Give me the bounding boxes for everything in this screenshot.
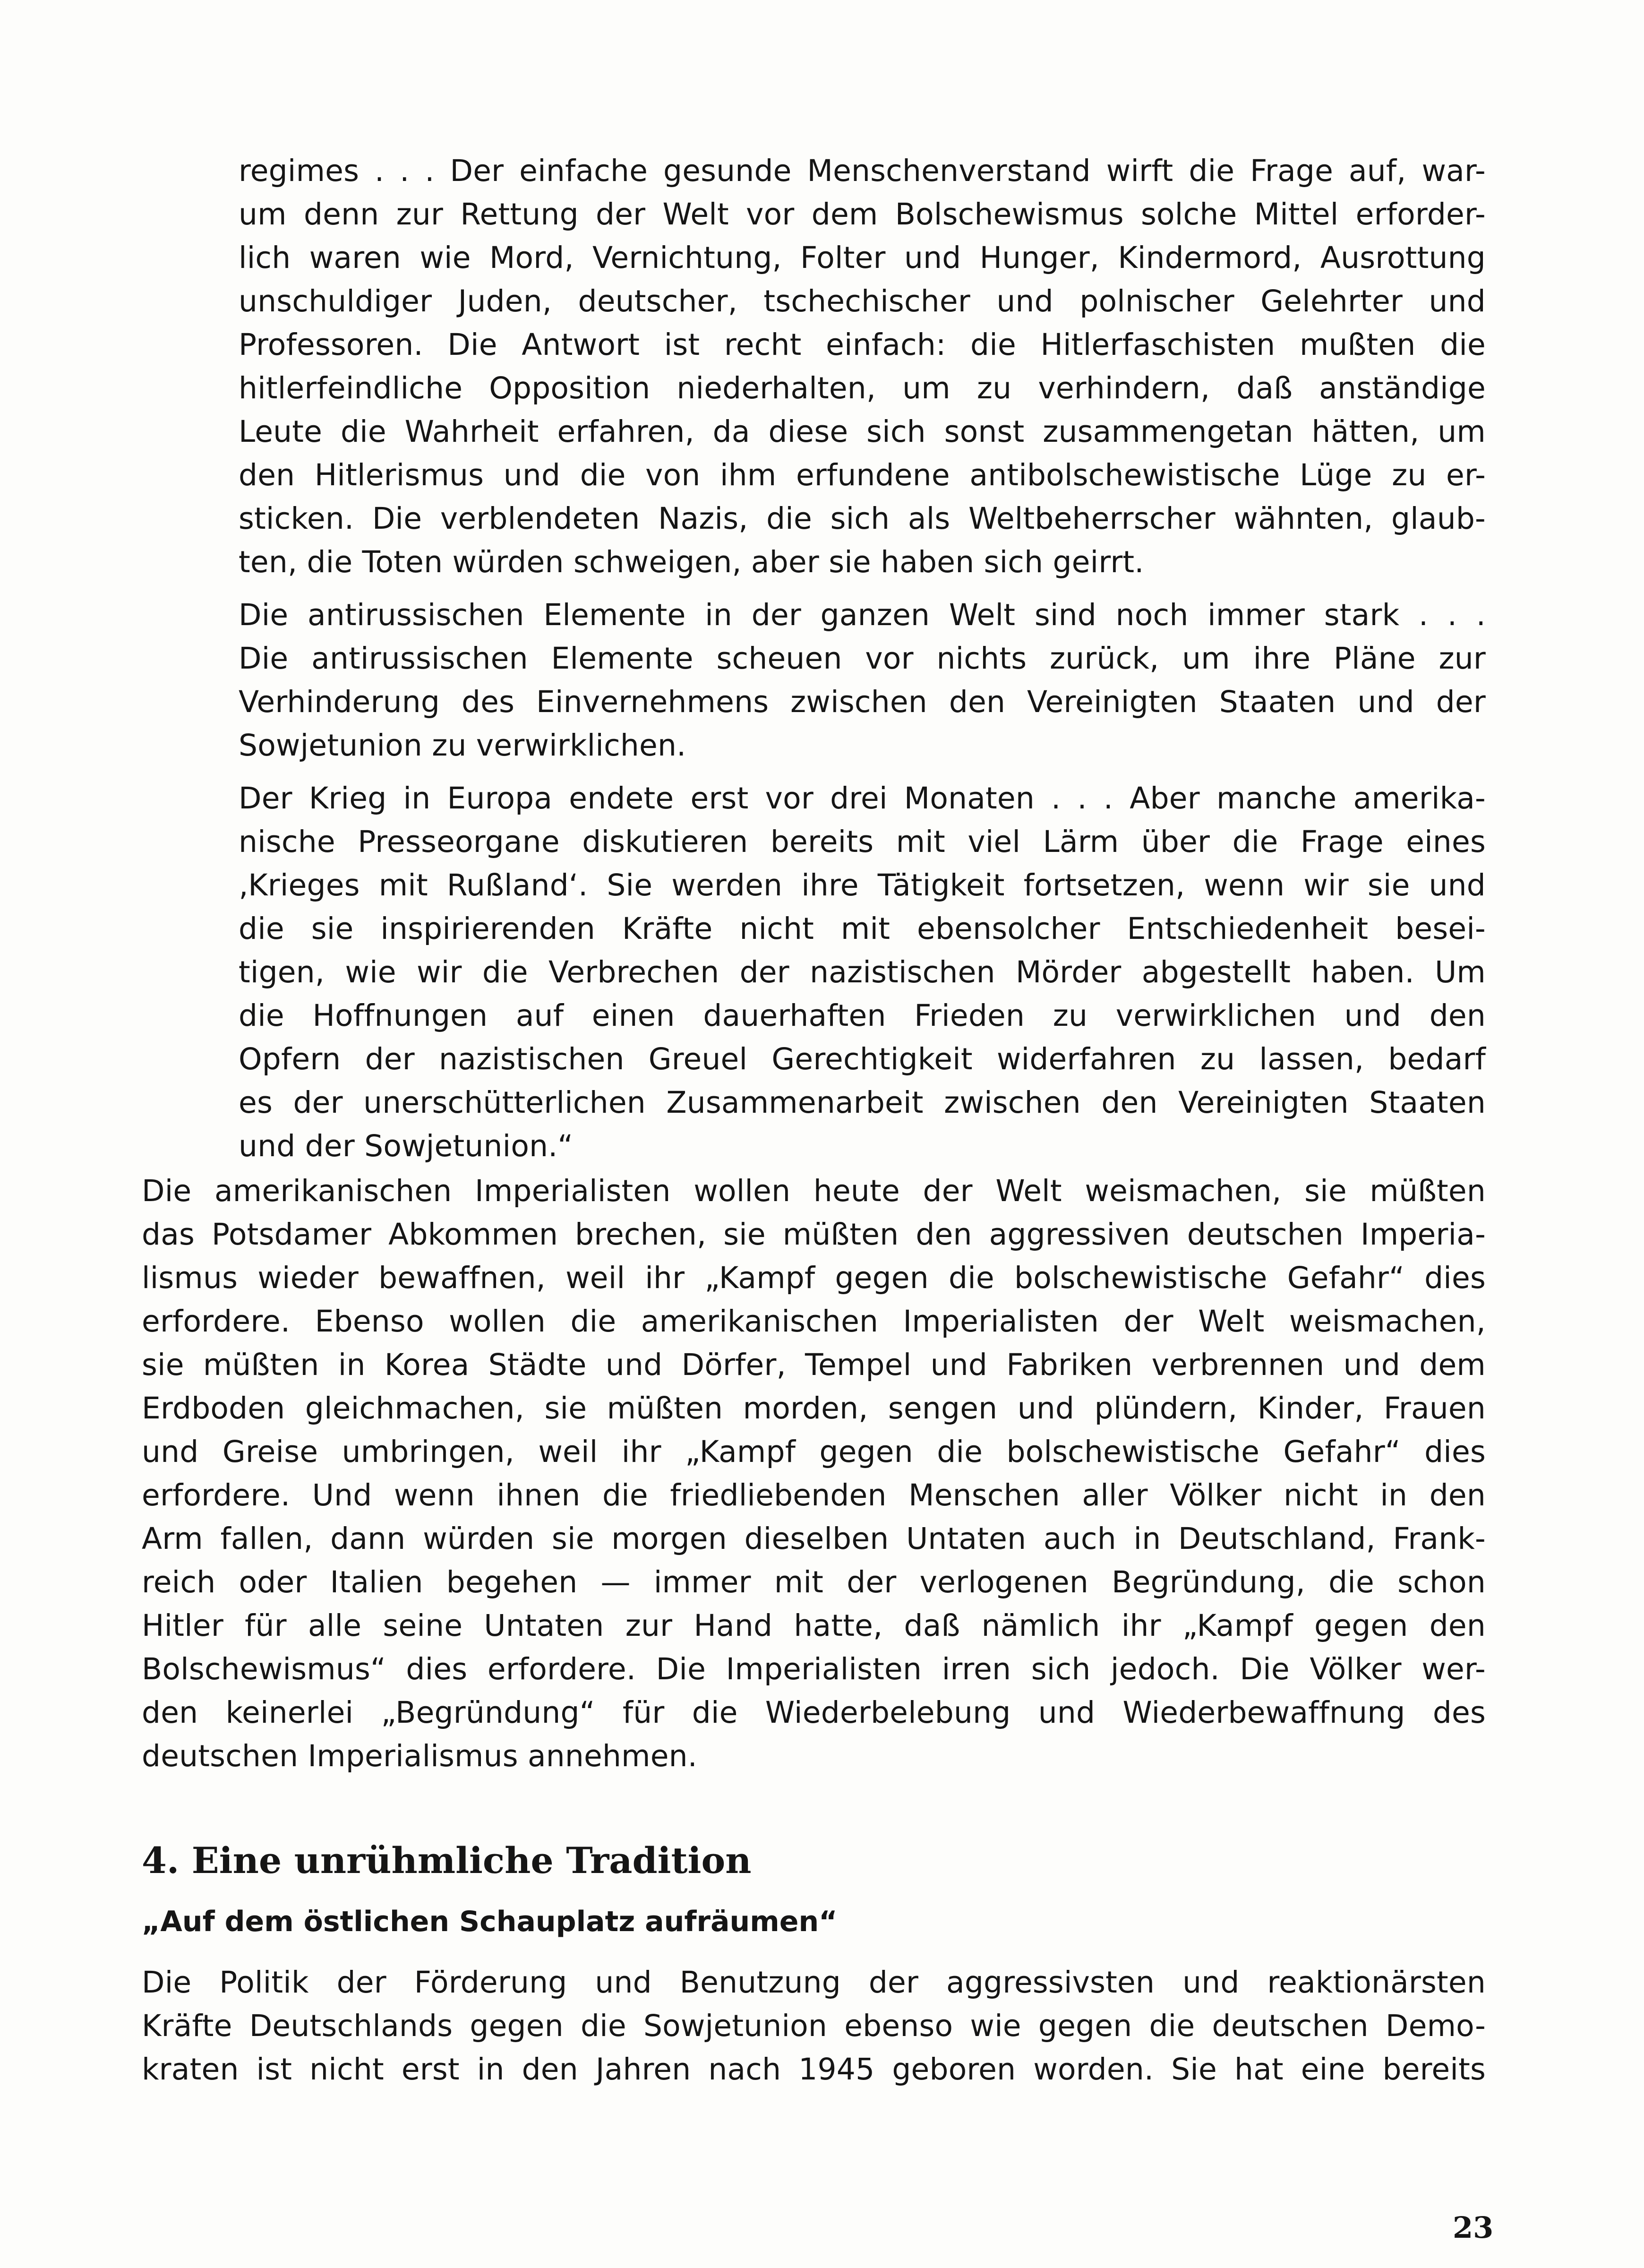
text-line: Sowjetunion zu verwirklichen.	[239, 728, 686, 763]
text-line: Bolschewismus“ dies erfordere. Die Imperialisten irren sich jedoch. Die Völker wer-	[142, 1652, 1486, 1686]
text-line: und Greise umbringen, weil ihr „Kampf gegen die bolschewistische Gefahr“ dies	[142, 1435, 1486, 1469]
text-line: nische Presseorgane diskutieren bereits mit viel Lärm über die Frage eines	[239, 825, 1486, 859]
text-line: die sie inspirierenden Kräfte nicht mit ebensolcher Entschiedenheit besei-	[239, 911, 1486, 946]
quote-paragraph-1	[239, 149, 1486, 584]
text-line: Der Krieg in Europa endete erst vor drei Monaten . . . Aber manche amerika-	[239, 781, 1486, 816]
quoted-passage	[239, 149, 1486, 1168]
text-line: erfordere. Und wenn ihnen die friedliebenden Menschen aller Völker nicht in den	[142, 1478, 1486, 1512]
text-line: Verhinderung des Einvernehmens zwischen den Vereinigten Staaten und der	[239, 685, 1486, 719]
text-line: und der Sowjetunion.“	[239, 1129, 574, 1163]
text-line: deutschen Imperialismus annehmen.	[142, 1739, 698, 1773]
text-line: Die antirussischen Elemente scheuen vor nichts zurück, um ihre Pläne zur	[239, 641, 1486, 676]
text-line: unschuldiger Juden, deutscher, tschechischer und polnischer Gelehrter und	[239, 284, 1486, 318]
text-line: Die Politik der Förderung und Benutzung der aggressivsten und reaktionärsten	[142, 1965, 1486, 2000]
text-line: ‚Krieges mit Rußland‘. Sie werden ihre Tätigkeit fortsetzen, wenn wir sie und	[239, 868, 1486, 902]
text-line: Erdboden gleichmachen, sie müßten morden, sengen und plündern, Kinder, Frauen	[142, 1391, 1486, 1426]
text-line: sie müßten in Korea Städte und Dörfer, Tempel und Fabriken verbrennen und dem	[142, 1348, 1486, 1382]
text-line: lismus wieder bewaffnen, weil ihr „Kampf gegen die bolschewistische Gefahr“ dies	[142, 1261, 1486, 1295]
final-paragraph	[142, 1961, 1486, 2091]
section-subheading: „Auf dem östlichen Schauplatz aufräumen“	[142, 1905, 838, 1938]
body-paragraph	[142, 1169, 1486, 1778]
text-line: Kräfte Deutschlands gegen die Sowjetunion ebenso wie gegen die deutschen Demo-	[142, 2009, 1486, 2043]
text-line: tigen, wie wir die Verbrechen der nazistischen Mörder abgestellt haben. Um	[239, 955, 1486, 989]
text-line: ten, die Toten würden schweigen, aber sie haben sich geirrt.	[239, 545, 1144, 579]
text-line: Arm fallen, dann würden sie morgen dieselben Untaten auch in Deutschland, Frank-	[142, 1521, 1486, 1556]
text-line: den Hitlerismus und die von ihm erfundene antibolschewistische Lüge zu er-	[239, 458, 1486, 492]
section-heading: 4. Eine unrühmliche Tradition	[142, 1839, 752, 1881]
text-line: es der unerschütterlichen Zusammenarbeit zwischen den Vereinigten Staaten	[239, 1085, 1486, 1120]
text-line: sticken. Die verblendeten Nazis, die sich als Weltbeherrscher wähnten, glaub-	[239, 501, 1486, 536]
text-line: um denn zur Rettung der Welt vor dem Bolschewismus solche Mittel erforder-	[239, 197, 1486, 232]
text-line: das Potsdamer Abkommen brechen, sie müßten den aggressiven deutschen Imperia-	[142, 1217, 1486, 1252]
text-line: die Hoffnungen auf einen dauerhaften Frieden zu verwirklichen und den	[239, 998, 1486, 1033]
quote-paragraph-3	[239, 777, 1486, 1168]
text-line: Opfern der nazistischen Greuel Gerechtigkeit widerfahren zu lassen, bedarf	[239, 1042, 1486, 1076]
text-line: Hitler für alle seine Untaten zur Hand hatte, daß nämlich ihr „Kampf gegen den	[142, 1608, 1486, 1643]
text-line: Professoren. Die Antwort ist recht einfach: die Hitlerfaschisten mußten die	[239, 327, 1486, 362]
text-line: kraten ist nicht erst in den Jahren nach 1945 geboren worden. Sie hat eine bereits	[142, 2052, 1486, 2087]
text-line: hitlerfeindliche Opposition niederhalten, um zu verhindern, daß anständige	[239, 371, 1486, 405]
page-number: 23	[1453, 2210, 1494, 2245]
text-line: regimes . . . Der einfache gesunde Menschenverstand wirft die Frage auf, war-	[239, 154, 1486, 188]
text-line: reich oder Italien begehen — immer mit der verlogenen Begründung, die schon	[142, 1565, 1486, 1599]
text-line: lich waren wie Mord, Vernichtung, Folter und Hunger, Kindermord, Ausrottung	[239, 241, 1486, 275]
quote-paragraph-2	[239, 593, 1486, 767]
text-line: Die antirussischen Elemente in der ganzen Welt sind noch immer stark . . .	[239, 598, 1486, 632]
text-line: erfordere. Ebenso wollen die amerikanischen Imperialisten der Welt weismachen,	[142, 1304, 1486, 1339]
text-line: Leute die Wahrheit erfahren, da diese sich sonst zusammengetan hätten, um	[239, 414, 1486, 449]
text-line: den keinerlei „Begründung“ für die Wiederbelebung und Wiederbewaffnung des	[142, 1695, 1486, 1730]
text-line: Die amerikanischen Imperialisten wollen heute der Welt weismachen, sie müßten	[142, 1174, 1486, 1208]
